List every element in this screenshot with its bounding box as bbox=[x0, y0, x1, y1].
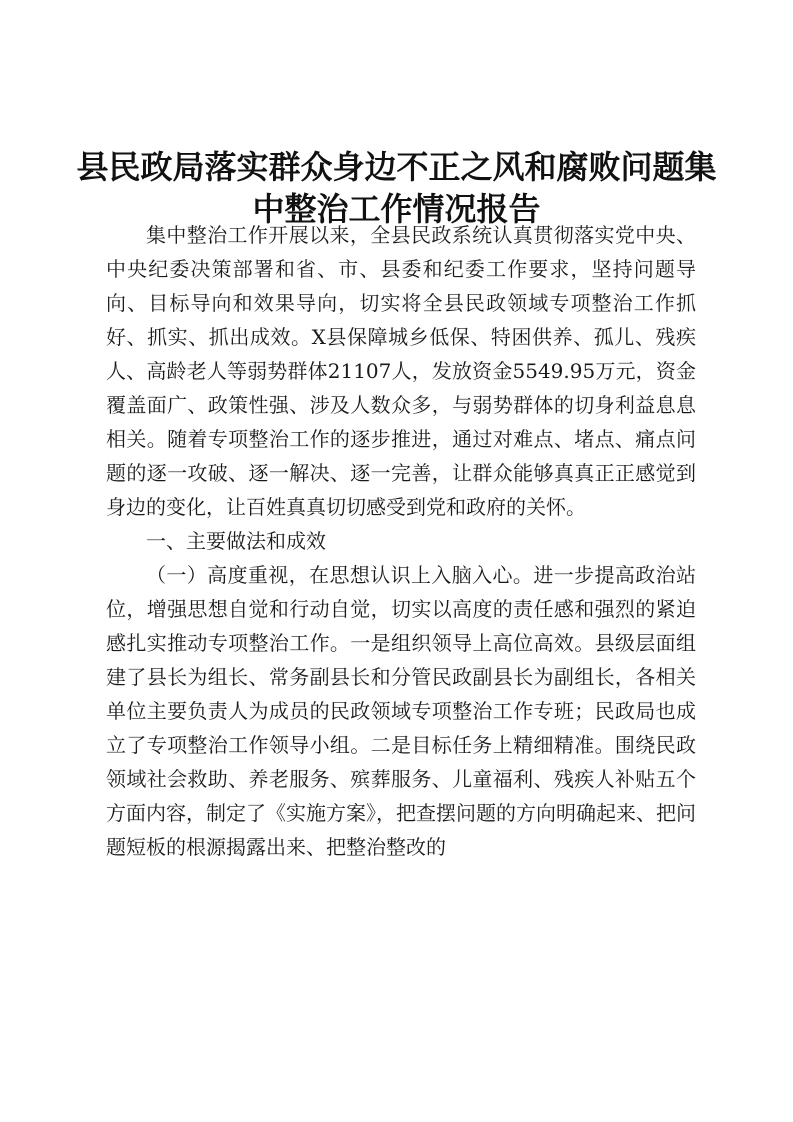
intro-paragraph: 集中整治工作开展以来，全县民政系统认真贯彻落实党中央、中央纪委决策部署和省、市、县委和纪委工作要求，坚持问题导向、目标导向和效果导向，切实将全县民政领域专项整治工作抓好、抓实、抓出成效。X县保障城乡低保、特困供养、孤儿、残疾人、高龄老人等弱势群体21107人，发放资金5549.95万元，资金覆盖面广、政策性强、涉及人数众多，与弱势群体的切身利益息息相关。随着专项整治工作的逐步推进，通过对难点、堵点、痛点问题的逐一攻破、逐一解决、逐一完善，让群众能够真真正正感觉到身边的变化，让百姓真真切切感受到党和政府的关怀。 bbox=[106, 223, 696, 519]
subsection-heading: （一）高度重视，在思想认识上入脑入心。 bbox=[146, 563, 534, 587]
section-heading: 一、主要做法和成效 bbox=[146, 529, 326, 553]
title-line-2: 中整治工作情况报告 bbox=[252, 190, 541, 228]
subsection-text: 进一步提高政治站位，增强思想自觉和行动自觉，切实以高度的责任感和强烈的紧迫感扎实推动专项整治工作。一是组织领导上高位高效。县级层面组建了县长为组长、常务副县长和分管民政副县长为副组长，各相关单位主要负责人为成员的民政领域专项整治工作专班；民政局也成立了专项整治工作领导小组。二是目标任务上精细精准。围绕民政领域社会救助、养老服务、殡葬服务、儿童福利、残疾人补贴五个方面内容，制定了《实施方案》，把查摆问题的方向明确起来、把问题短板的根源揭露出来、把整治整改的 bbox=[106, 563, 697, 859]
title-line-1: 县民政局落实群众身边不正之风和腐败问题集 bbox=[76, 148, 717, 186]
subsection-paragraph bbox=[106, 558, 696, 864]
document-body bbox=[106, 218, 696, 864]
